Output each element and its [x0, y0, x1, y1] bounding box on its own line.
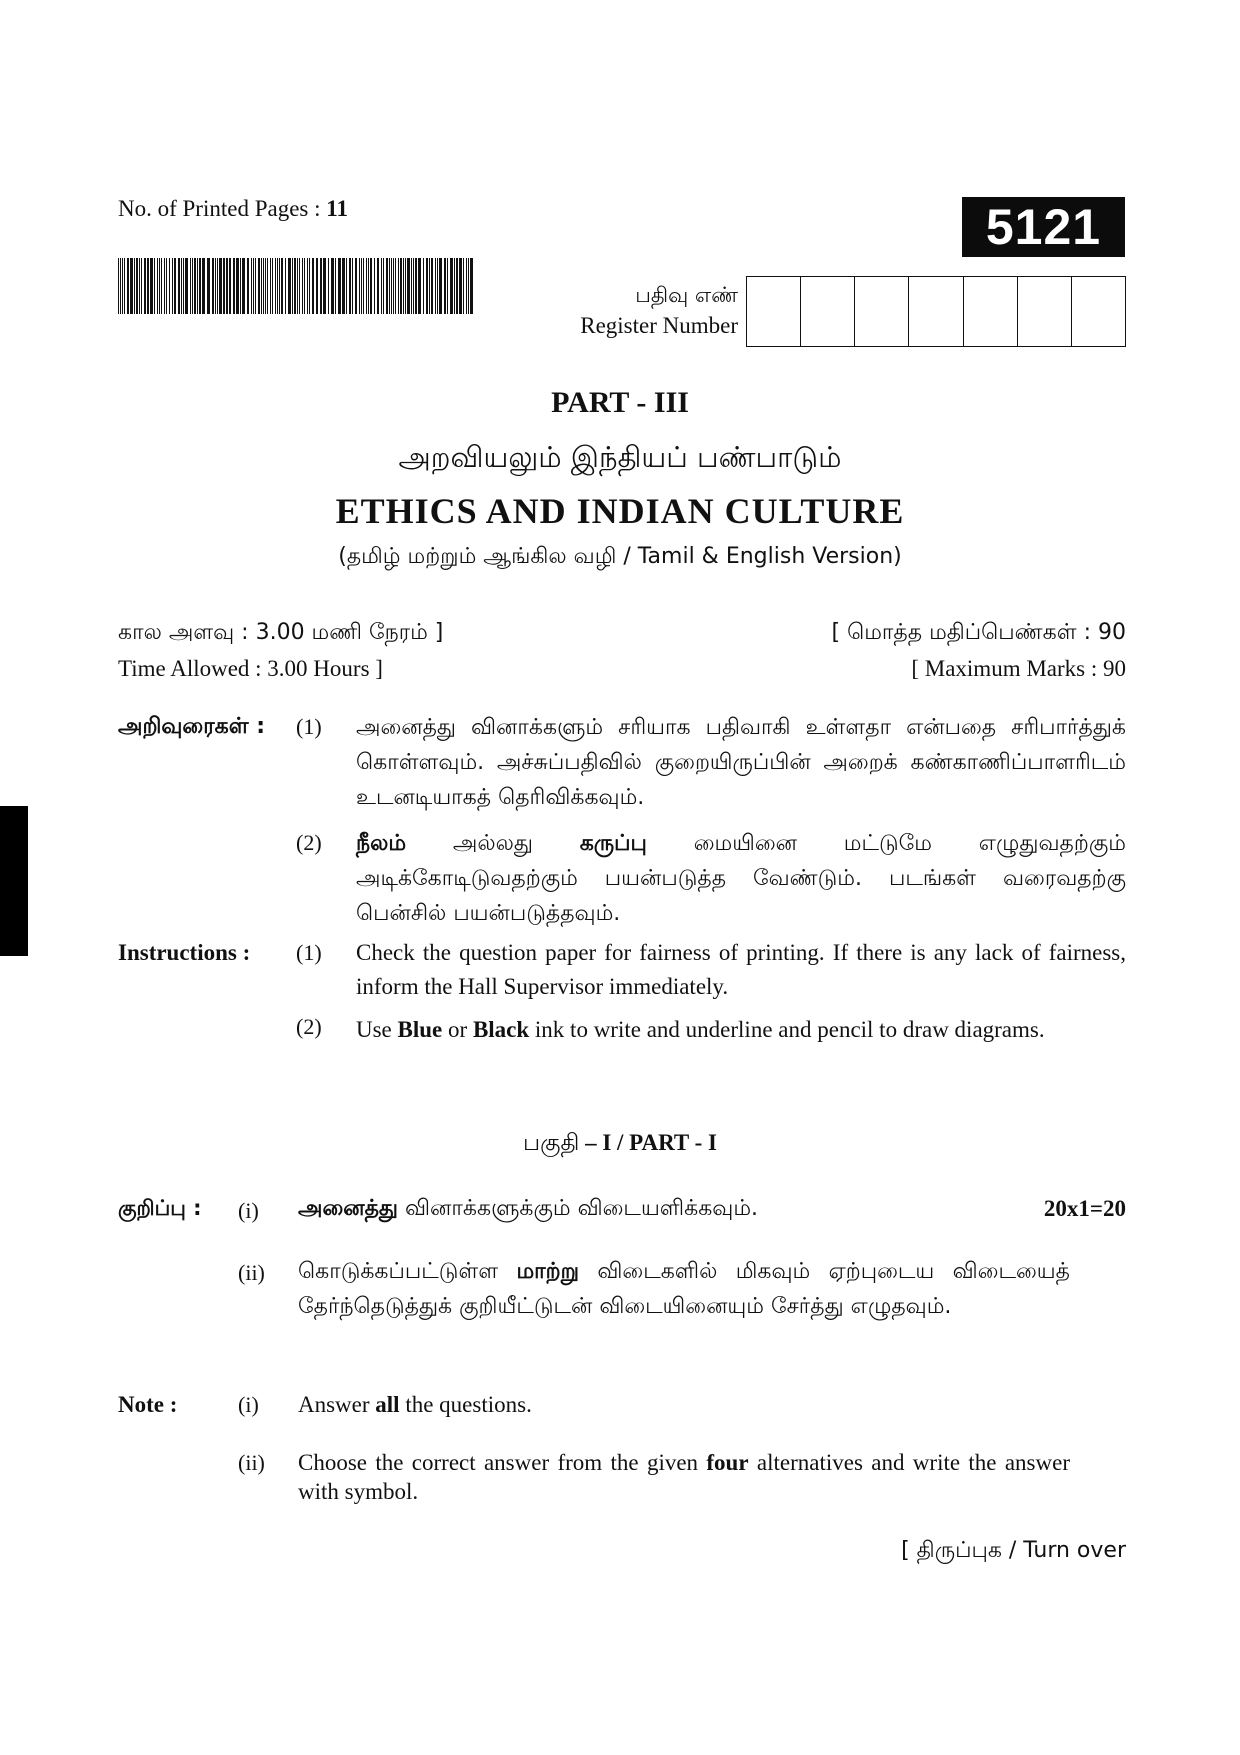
- barcode-bar: [294, 258, 296, 314]
- section-heading: பகுதி – I / PART - I: [523, 1130, 717, 1156]
- barcode-bar: [124, 258, 125, 314]
- barcode-bar: [144, 258, 146, 314]
- instruction-number: (2): [296, 1014, 322, 1039]
- register-digit-box: [800, 277, 854, 346]
- barcode: [118, 258, 474, 314]
- barcode-bar: [157, 258, 158, 314]
- part-title: PART - III: [551, 386, 689, 419]
- note-en-label: Note :: [118, 1392, 178, 1417]
- barcode-bar: [470, 258, 473, 314]
- register-digit-box: [747, 277, 800, 346]
- printed-pages-label: No. of Printed Pages :: [118, 196, 321, 221]
- barcode-bar: [226, 258, 228, 314]
- barcode-bar: [361, 258, 362, 314]
- barcode-bar: [366, 258, 367, 314]
- barcode-bar: [169, 258, 170, 314]
- barcode-bar: [307, 258, 308, 314]
- barcode-bar: [118, 258, 119, 314]
- barcode-bar: [429, 258, 430, 314]
- barcode-bar: [136, 258, 138, 314]
- barcode-bar: [349, 258, 351, 314]
- barcode-bar: [253, 258, 254, 314]
- barcode-bar: [215, 258, 216, 314]
- barcode-bar: [247, 258, 249, 314]
- barcode-bar: [439, 258, 442, 314]
- barcode-bar: [413, 258, 414, 314]
- barcode-bar: [320, 258, 322, 314]
- barcode-bar: [130, 258, 133, 314]
- barcode-bar: [185, 258, 188, 314]
- barcode-bar: [302, 258, 303, 314]
- barcode-bar: [447, 258, 448, 314]
- paper-code: 5121: [962, 197, 1125, 257]
- barcode-bar: [139, 258, 140, 314]
- instruction-en-2: Use Blue or Black ink to write and underline and pencil to draw diagrams.: [356, 1017, 1045, 1042]
- barcode-bar: [192, 258, 193, 314]
- printed-pages: [118, 196, 348, 222]
- barcode-bar: [275, 258, 276, 314]
- instruction-number: (1): [296, 714, 322, 739]
- barcode-bar: [217, 258, 218, 314]
- barcode-bar: [159, 258, 160, 314]
- barcode-bar: [346, 258, 347, 314]
- barcode-bar: [183, 258, 184, 314]
- barcode-bar: [338, 258, 341, 314]
- barcode-bar: [242, 258, 245, 314]
- barcode-bar: [236, 258, 239, 314]
- barcode-bar: [426, 258, 428, 314]
- barcode-bar: [258, 258, 260, 314]
- barcode-bar: [431, 258, 433, 314]
- barcode-bar: [279, 258, 280, 314]
- barcode-bar: [374, 258, 375, 314]
- margin-black-bar: [0, 806, 28, 956]
- barcode-bar: [190, 258, 191, 314]
- barcode-bar: [454, 258, 455, 314]
- barcode-bar: [335, 258, 336, 314]
- subject-title-ta: அறவியலும் இந்தியப் பண்பாடும்: [398, 440, 842, 474]
- barcode-bar: [395, 258, 396, 314]
- register-digit-box: [963, 277, 1017, 346]
- instructions-en-label: Instructions :: [118, 940, 251, 965]
- barcode-bar: [281, 258, 283, 314]
- barcode-bar: [127, 258, 129, 314]
- barcode-bar: [150, 258, 153, 314]
- barcode-bar: [229, 258, 231, 314]
- note-en-1: Answer all the questions.: [298, 1392, 532, 1417]
- instruction-en-1: Check the question paper for fairness of printing. If there is any lack of fairness, inform the Hall Supervisor immediately.: [356, 940, 1126, 999]
- instruction-ta-1: அனைத்து வினாக்களும் சரியாக பதிவாகி உள்ளதா என்பதை சரிபார்த்துக் கொள்ளவும். அச்சுப்பதிவில் குறையிருப்பின் அறைக் கண்காணிப்பாளரிடம் உடனடியாகத் தெரிவிக்கவும்.: [356, 715, 1126, 810]
- barcode-bar: [181, 258, 182, 314]
- barcode-bar: [355, 258, 357, 314]
- barcode-bar: [400, 258, 402, 314]
- barcode-bar: [122, 258, 123, 314]
- barcode-bar: [459, 258, 462, 314]
- barcode-bar: [178, 258, 180, 314]
- barcode-bar: [456, 258, 458, 314]
- barcode-bar: [418, 258, 421, 314]
- instruction-number: (1): [296, 940, 322, 965]
- barcode-bar: [403, 258, 404, 314]
- barcode-bar: [141, 258, 142, 314]
- barcode-bar: [164, 258, 165, 314]
- barcode-bar: [154, 258, 155, 314]
- register-digit-box: [854, 277, 908, 346]
- barcode-bar: [292, 258, 293, 314]
- barcode-bar: [389, 258, 390, 314]
- black-word-ta: கருப்பு: [579, 831, 647, 856]
- note-number: (ii): [238, 1260, 265, 1285]
- barcode-bar: [381, 258, 382, 314]
- barcode-bar: [297, 258, 298, 314]
- turn-over: [ திருப்புக / Turn over: [901, 1538, 1126, 1563]
- blue-word-ta: நீலம்: [356, 831, 407, 856]
- barcode-bar: [120, 258, 121, 314]
- barcode-bar: [161, 258, 162, 314]
- max-marks-ta: [ மொத்த மதிப்பெண்கள் : 90: [831, 620, 1126, 645]
- instructions-ta-label: அறிவுரைகள் :: [118, 714, 265, 739]
- barcode-bar: [207, 258, 210, 314]
- version-line: (தமிழ் மற்றும் ஆங்கில வழி / Tamil & English Version): [338, 544, 902, 569]
- barcode-bar: [223, 258, 225, 314]
- barcode-bar: [212, 258, 214, 314]
- barcode-bar: [255, 258, 256, 314]
- time-allowed-ta: கால அளவு : 3.00 மணி நேரம் ]: [118, 620, 444, 645]
- barcode-bar: [251, 258, 252, 314]
- register-digit-box: [908, 277, 962, 346]
- barcode-bar: [197, 258, 198, 314]
- instruction-ta-2: நீலம் அல்லது கருப்பு மையினை மட்டுமே எழுதுவதற்கும் அடிக்கோடிடுவதற்கும் பயன்படுத்த வேண்டும். படங்கள் வரைவதற்கு பென்சில் பயன்படுத்தவும்.: [356, 831, 1126, 926]
- barcode-bar: [407, 258, 410, 314]
- barcode-bar: [312, 258, 314, 314]
- note-number: (i): [238, 1198, 259, 1223]
- barcode-bar: [391, 258, 392, 314]
- register-digit-box: [1017, 277, 1071, 346]
- barcode-bar: [261, 258, 262, 314]
- barcode-bar: [415, 258, 417, 314]
- barcode-bar: [219, 258, 222, 314]
- barcode-bar: [172, 258, 173, 314]
- barcode-bar: [285, 258, 286, 314]
- note-ta-label: குறிப்பு :: [118, 1196, 202, 1220]
- barcode-bar: [147, 258, 149, 314]
- barcode-bar: [423, 258, 424, 314]
- note-ta-1: அனைத்து வினாக்களுக்கும் விடையளிக்கவும்.: [298, 1196, 759, 1221]
- barcode-bar: [331, 258, 334, 314]
- barcode-bar: [342, 258, 345, 314]
- barcode-bar: [444, 258, 446, 314]
- barcode-bar: [199, 258, 201, 314]
- barcode-bar: [450, 258, 453, 314]
- register-label-en: Register Number: [580, 313, 738, 338]
- register-digit-box: [1071, 277, 1125, 346]
- barcode-bar: [174, 258, 176, 314]
- subject-title-en: ETHICS AND INDIAN CULTURE: [335, 491, 905, 531]
- barcode-bar: [270, 258, 271, 314]
- barcode-bar: [316, 258, 318, 314]
- barcode-bar: [233, 258, 235, 314]
- barcode-bar: [363, 258, 364, 314]
- barcode-bar: [368, 258, 369, 314]
- barcode-bar: [437, 258, 438, 314]
- barcode-bar: [202, 258, 205, 314]
- barcode-bar: [263, 258, 264, 314]
- barcode-bar: [411, 258, 412, 314]
- note-ta-2: கொடுக்கப்பட்டுள்ள மாற்று விடைகளில் மிகவும் ஏற்புடைய விடையைத் தேர்ந்தெடுத்துக் குறியீட்டுடன் விடையினையும் சேர்த்து எழுதவும்.: [298, 1259, 1070, 1319]
- barcode-bar: [393, 258, 394, 314]
- printed-pages-value: 11: [326, 196, 348, 221]
- barcode-bar: [134, 258, 135, 314]
- barcode-bar: [299, 258, 300, 314]
- barcode-bar: [377, 258, 379, 314]
- barcode-bar: [370, 258, 372, 314]
- register-number-boxes: [746, 276, 1126, 347]
- barcode-bar: [328, 258, 329, 314]
- barcode-bar: [323, 258, 326, 314]
- barcode-bar: [359, 258, 360, 314]
- barcode-bar: [463, 258, 464, 314]
- note-number: (i): [238, 1392, 259, 1417]
- barcode-bar: [166, 258, 167, 314]
- barcode-bar: [304, 258, 305, 314]
- max-marks-en: [ Maximum Marks : 90: [911, 656, 1126, 681]
- barcode-bar: [386, 258, 388, 314]
- instruction-number: (2): [296, 830, 322, 855]
- note-number: (ii): [238, 1450, 265, 1475]
- barcode-bar: [398, 258, 399, 314]
- time-allowed-en: Time Allowed : 3.00 Hours ]: [118, 656, 383, 681]
- marks-scheme: 20x1=20: [1043, 1196, 1126, 1221]
- barcode-bar: [405, 258, 406, 314]
- barcode-bar: [194, 258, 196, 314]
- register-label-ta: பதிவு எண்: [635, 283, 738, 307]
- barcode-bar: [267, 258, 268, 314]
- barcode-bar: [468, 258, 469, 314]
- barcode-bar: [435, 258, 436, 314]
- barcode-bar: [265, 258, 266, 314]
- barcode-bar: [240, 258, 241, 314]
- barcode-bar: [352, 258, 353, 314]
- barcode-bar: [277, 258, 278, 314]
- barcode-bar: [383, 258, 384, 314]
- barcode-bar: [288, 258, 291, 314]
- barcode-bar: [309, 258, 310, 314]
- barcode-bar: [466, 258, 467, 314]
- note-en-2: Choose the correct answer from the given four alternatives and write the answer with symbol.: [298, 1450, 1070, 1504]
- barcode-bar: [272, 258, 273, 314]
